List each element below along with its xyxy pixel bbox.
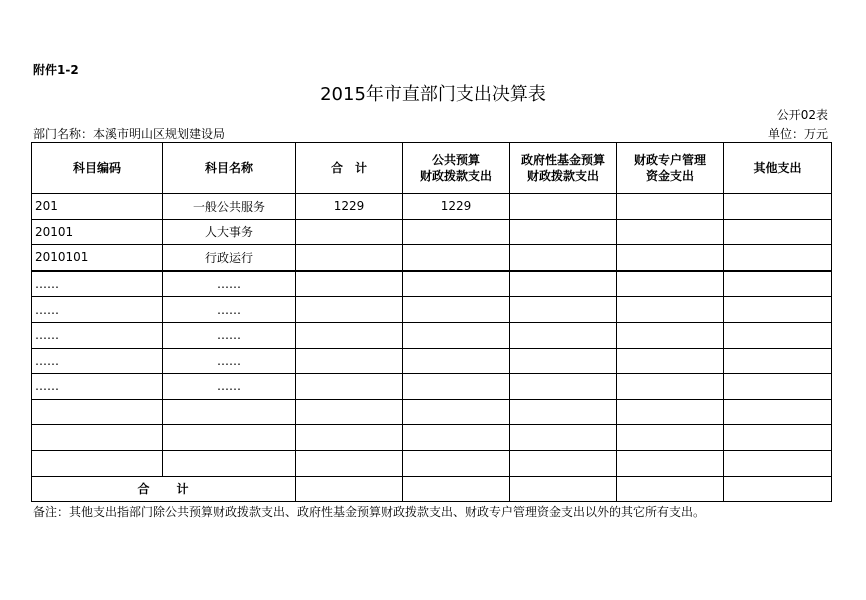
header-public-budget [403, 143, 510, 194]
cell-name: …… [163, 297, 296, 323]
table-row [32, 271, 832, 297]
cell-empty [617, 476, 724, 502]
cell-name: 行政运行 [163, 245, 296, 271]
table-row [32, 194, 832, 220]
cell-empty [617, 219, 724, 245]
cell-empty [403, 348, 510, 374]
cell-empty [403, 399, 510, 425]
cell-empty [403, 245, 510, 271]
total-row [32, 476, 832, 502]
cell-empty [296, 399, 403, 425]
cell-code: …… [32, 271, 163, 297]
cell-empty [724, 476, 832, 502]
cell-empty [510, 245, 617, 271]
cell-empty [617, 245, 724, 271]
attachment-label: 附件1-2 [33, 63, 79, 77]
header-special-account [617, 143, 724, 194]
header-row [32, 143, 832, 194]
department-name: 部门名称：本溪市明山区规划建设局 [33, 127, 226, 141]
cell-empty [617, 450, 724, 476]
cell-name: 一般公共服务 [163, 194, 296, 220]
cell-empty [296, 271, 403, 297]
header-gov-fund-line1: 政府性基金预算 [520, 153, 605, 167]
cell-empty [32, 425, 163, 451]
cell-empty [296, 245, 403, 271]
cell-empty [724, 450, 832, 476]
table-row-empty [32, 450, 832, 476]
cell-empty [617, 297, 724, 323]
header-total: 合 计 [296, 143, 403, 194]
cell-empty [617, 348, 724, 374]
cell-empty [163, 399, 296, 425]
header-public-budget-line2: 财政拨款支出 [419, 169, 492, 183]
cell-empty [724, 374, 832, 400]
cell-empty [296, 476, 403, 502]
table-row [32, 297, 832, 323]
cell-empty [403, 297, 510, 323]
table-row [32, 348, 832, 374]
cell-empty [510, 425, 617, 451]
header-public-budget-line1: 公共预算 [431, 153, 480, 167]
cell-code: 201 [32, 194, 163, 220]
cell-empty [724, 399, 832, 425]
cell-empty [724, 425, 832, 451]
cell-name: …… [163, 348, 296, 374]
cell-empty [163, 450, 296, 476]
cell-empty [617, 399, 724, 425]
cell-empty [617, 194, 724, 220]
cell-empty [617, 322, 724, 348]
table-row [32, 374, 832, 400]
cell-empty [403, 271, 510, 297]
cell-empty [296, 322, 403, 348]
total-label: 合 计 [32, 476, 296, 502]
cell-empty [510, 374, 617, 400]
expenditure-table [31, 142, 832, 502]
footnote: 备注：其他支出指部门除公共预算财政拨款支出、政府性基金预算财政拨款支出、财政专户管理资金支出以外的其它所有支出。 [33, 505, 706, 519]
table-row-empty [32, 425, 832, 451]
cell-empty [617, 271, 724, 297]
cell-name: …… [163, 322, 296, 348]
cell-empty [724, 245, 832, 271]
header-code: 科目编码 [32, 143, 163, 194]
cell-empty [510, 194, 617, 220]
header-other: 其他支出 [724, 143, 832, 194]
cell-code: 20101 [32, 219, 163, 245]
cell-empty [724, 219, 832, 245]
table-row [32, 245, 832, 271]
cell-empty [296, 450, 403, 476]
cell-empty [724, 348, 832, 374]
cell-empty [296, 374, 403, 400]
page-title: 2015年市直部门支出决算表 [320, 84, 546, 105]
cell-empty [617, 425, 724, 451]
table-row-empty [32, 399, 832, 425]
cell-empty [296, 425, 403, 451]
cell-empty [510, 348, 617, 374]
cell-empty [403, 219, 510, 245]
cell-empty [403, 374, 510, 400]
cell-code: …… [32, 297, 163, 323]
cell-empty [403, 450, 510, 476]
header-special-line2: 资金支出 [645, 169, 694, 183]
cell-code: …… [32, 348, 163, 374]
cell-empty [296, 297, 403, 323]
cell-empty [163, 425, 296, 451]
cell-empty [510, 322, 617, 348]
cell-empty [510, 219, 617, 245]
cell-empty [724, 194, 832, 220]
header-special-line1: 财政专户管理 [633, 153, 706, 167]
unit-label: 单位：万元 [767, 127, 828, 141]
cell-name: 人大事务 [163, 219, 296, 245]
cell-empty [510, 476, 617, 502]
header-name: 科目名称 [163, 143, 296, 194]
cell-empty [510, 297, 617, 323]
cell-empty [510, 271, 617, 297]
cell-code: 2010101 [32, 245, 163, 271]
cell-empty [403, 425, 510, 451]
cell-empty [724, 322, 832, 348]
header-gov-fund [510, 143, 617, 194]
cell-empty [510, 399, 617, 425]
cell-name: …… [163, 271, 296, 297]
cell-empty [403, 476, 510, 502]
cell-empty [724, 297, 832, 323]
cell-empty [32, 450, 163, 476]
cell-empty [403, 322, 510, 348]
cell-empty [296, 348, 403, 374]
header-gov-fund-line2: 财政拨款支出 [526, 169, 599, 183]
table-row [32, 322, 832, 348]
form-number: 公开02表 [776, 108, 828, 122]
cell-empty [617, 374, 724, 400]
table-row [32, 219, 832, 245]
cell-empty [32, 399, 163, 425]
cell-empty [724, 271, 832, 297]
cell-empty [296, 219, 403, 245]
cell-code: …… [32, 322, 163, 348]
cell-total: 1229 [296, 194, 403, 220]
cell-empty [510, 450, 617, 476]
cell-public: 1229 [403, 194, 510, 220]
cell-code: …… [32, 374, 163, 400]
cell-name: …… [163, 374, 296, 400]
